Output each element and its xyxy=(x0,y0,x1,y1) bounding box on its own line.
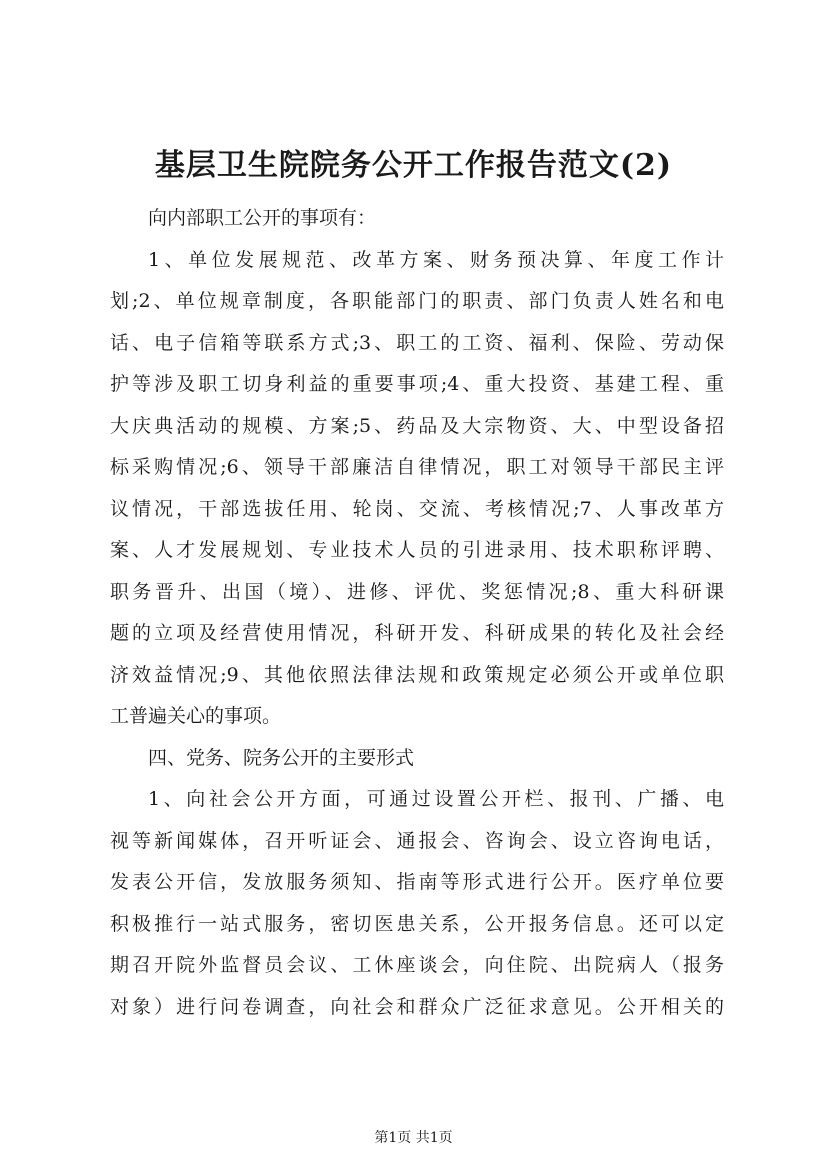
document-title: 基层卫生院院务公开工作报告范文(2) xyxy=(154,148,673,183)
body-line: 工普遍关心的事项。 xyxy=(110,705,282,727)
body-line: 视等新闻媒体，召开听证会、通报会、咨询会、设立咨询电话， xyxy=(110,829,724,852)
body-line: 划;2、单位规章制度，各职能部门的职责、部门负责人姓名和电 xyxy=(110,290,724,312)
body-line: 护等涉及职工切身利益的重要事项;4、重大投资、基建工程、重 xyxy=(110,373,724,395)
body-line: 职务晋升、出国（境）、进修、评优、奖惩情况;8、重大科研课 xyxy=(110,580,724,603)
body-line: 议情况，干部选拔任用、轮岗、交流、考核情况;7、人事改革方 xyxy=(110,497,724,520)
body-line: 1、向社会公开方面，可通过设置公开栏、报刊、广播、电 xyxy=(148,788,724,810)
body-line: 话、电子信箱等联系方式;3、职工的工资、福利、保险、劳动保 xyxy=(110,331,724,354)
section-heading: 四、党务、院务公开的主要形式 xyxy=(148,746,415,769)
body-line: 发表公开信，发放服务须知、指南等形式进行公开。医疗单位要 xyxy=(110,871,724,893)
body-line: 济效益情况;9、其他依照法律法规和政策规定必须公开或单位职 xyxy=(110,663,724,686)
body-line: 案、人才发展规划、专业技术人员的引进录用、技术职称评聘、 xyxy=(110,539,724,561)
body-line: 题的立项及经营使用情况，科研开发、科研成果的转化及社会经 xyxy=(110,622,724,644)
body-line: 积极推行一站式服务，密切医患关系，公开报务信息。还可以定 xyxy=(110,912,724,935)
body-line: 标采购情况;6、领导干部廉洁自律情况，职工对领导干部民主评 xyxy=(110,456,724,478)
body-line: 向内部职工公开的事项有： xyxy=(148,207,377,229)
page-footer: 第1页 共1页 xyxy=(374,1130,453,1146)
body-line: 1、单位发展规范、改革方案、财务预决算、年度工作计 xyxy=(148,248,724,271)
body-line: 期召开院外监督员会议、工休座谈会，向住院、出院病人（报务 xyxy=(110,954,724,976)
document-body xyxy=(110,198,724,1028)
body-line: 大庆典活动的规模、方案;5、药品及大宗物资、大、中型设备招 xyxy=(110,414,724,437)
body-line: 对象）进行问卷调查，向社会和群众广泛征求意见。公开相关的 xyxy=(110,995,724,1018)
